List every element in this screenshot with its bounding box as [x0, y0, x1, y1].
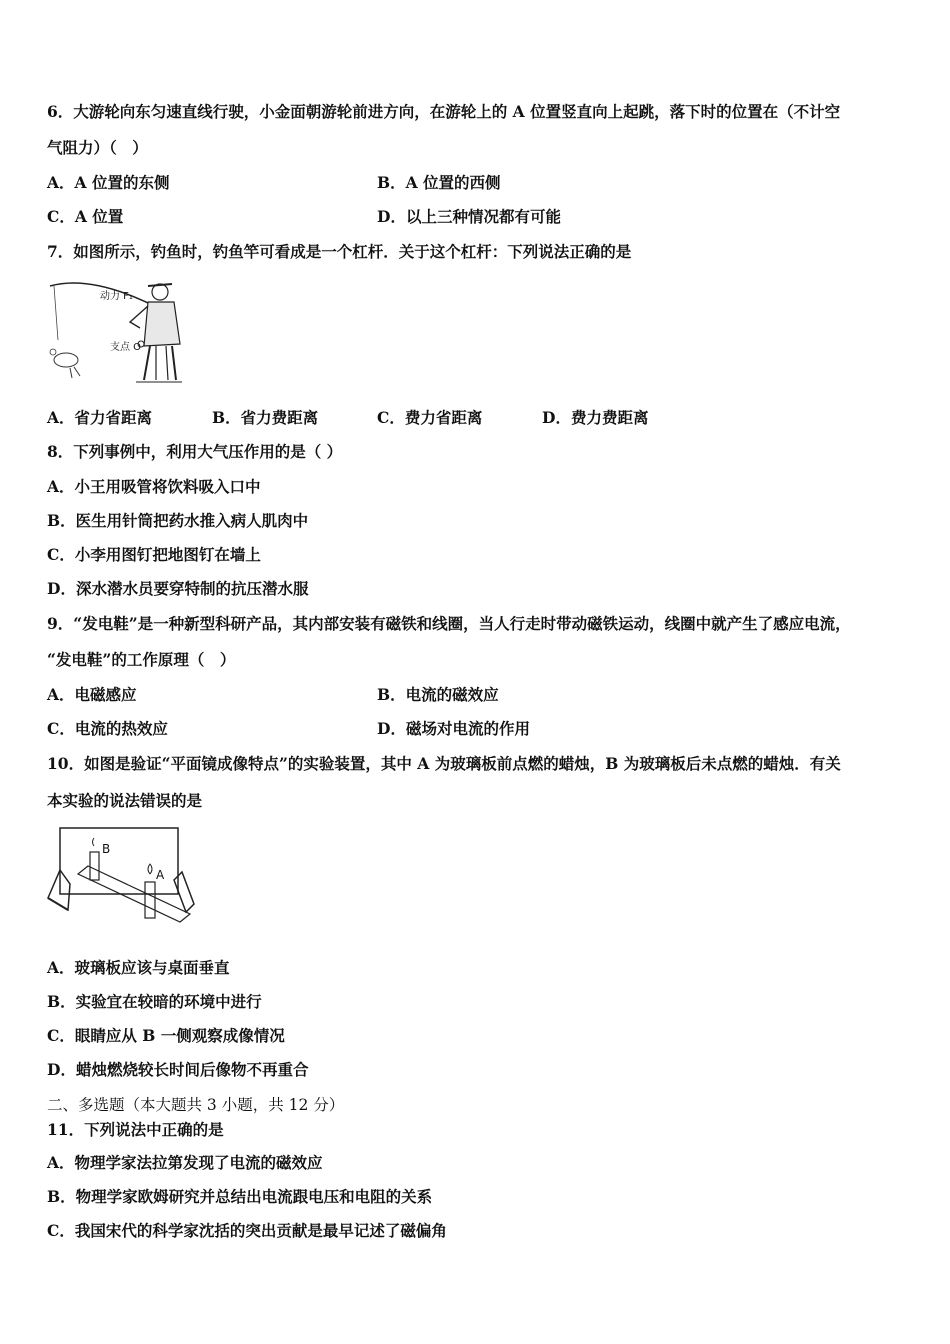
q8-stem: 8．下列事例中，利用大气压作用的是（ ） [47, 442, 343, 461]
q9-option-c: C．电流的热效应 [47, 719, 168, 738]
q9-option-d: D．磁场对电流的作用 [377, 719, 530, 738]
fishing-line [54, 286, 58, 340]
fisherman-body [144, 302, 180, 346]
q10-option-a: A．玻璃板应该与桌面垂直 [47, 958, 230, 977]
q8-option-c: C．小李用图钉把地图钉在墙上 [47, 545, 261, 564]
q6-option-a: A．A 位置的东侧 [47, 173, 170, 192]
q9-option-a: A．电磁感应 [47, 685, 137, 704]
q7-option-b: B．省力费距离 [212, 408, 319, 427]
candle-a [145, 882, 155, 918]
q10-stem-line1: 10．如图是验证“平面镜成像特点”的实验装置，其中 A 为玻璃板前点燃的蜡烛，B 为玻璃板后未点燃的蜡烛．有关 [47, 754, 841, 773]
pivot-label: 支点 O [110, 342, 142, 353]
q11-option-c: C．我国宋代的科学家沈括的突出贡献是最早记述了磁偏角 [47, 1221, 447, 1240]
label-a: A [156, 868, 165, 882]
q10-option-d: D．蜡烛燃烧较长时间后像物不再重合 [47, 1060, 309, 1079]
q9-stem-line2: “发电鞋”的工作原理（ ） [47, 650, 236, 669]
q11-option-b: B．物理学家欧姆研究并总结出电流跟电压和电阻的关系 [47, 1187, 433, 1206]
q9-option-b: B．电流的磁效应 [377, 685, 499, 704]
q8-option-a: A．小王用吸管将饮料吸入口中 [47, 477, 261, 496]
right-support [174, 872, 194, 912]
q10-option-c: C．眼睛应从 B 一侧观察成像情况 [47, 1026, 285, 1045]
q10-stem-line2: 本实验的说法错误的是 [47, 791, 203, 810]
fishing-figure [44, 272, 190, 388]
q10-option-b: B．实验宜在较暗的环境中进行 [47, 992, 262, 1011]
q7-stem: 7．如图所示，钓鱼时，钓鱼竿可看成是一个杠杆．关于这个杠杆：下列说法正确的是 [47, 242, 632, 261]
q7-option-c: C．费力省距离 [377, 408, 483, 427]
flame-icon [148, 864, 152, 874]
q11-option-a: A．物理学家法拉第发现了电流的磁效应 [47, 1153, 323, 1172]
q7-option-a: A．省力省距离 [47, 408, 153, 427]
q6-option-b: B．A 位置的西侧 [377, 173, 501, 192]
q8-option-b: B．医生用针筒把药水推入病人肌肉中 [47, 511, 309, 530]
label-b: B [102, 842, 111, 856]
glass-plate [60, 828, 178, 894]
fish-icon [54, 353, 78, 367]
candle-b [90, 852, 99, 880]
q6-stem-line1: 6．大游轮向东匀速直线行驶，小金面朝游轮前进方向，在游轮上的 A 位置竖直向上起跳，落下时的位置在（不计空 [47, 102, 841, 121]
q6-stem-line2: 气阻力）（ ） [47, 138, 148, 157]
q7-option-d: D．费力费距离 [542, 408, 649, 427]
q6-option-c: C．A 位置 [47, 207, 124, 226]
force-label: 动力 F₁ [100, 291, 133, 302]
mirror-experiment-figure [44, 822, 196, 936]
q9-stem-line1: 9．“发电鞋”是一种新型科研产品，其内部安装有磁铁和线圈，当人行走时带动磁铁运动，线圈中就产生了感应电流， [47, 614, 851, 633]
q8-option-d: D．深水潜水员要穿特制的抗压潜水服 [47, 579, 309, 598]
q6-option-d: D．以上三种情况都有可能 [377, 207, 561, 226]
q11-stem: 11．下列说法中正确的是 [47, 1120, 224, 1139]
section-title: 二、多选题（本大题共 3 小题，共 12 分） [47, 1096, 345, 1114]
